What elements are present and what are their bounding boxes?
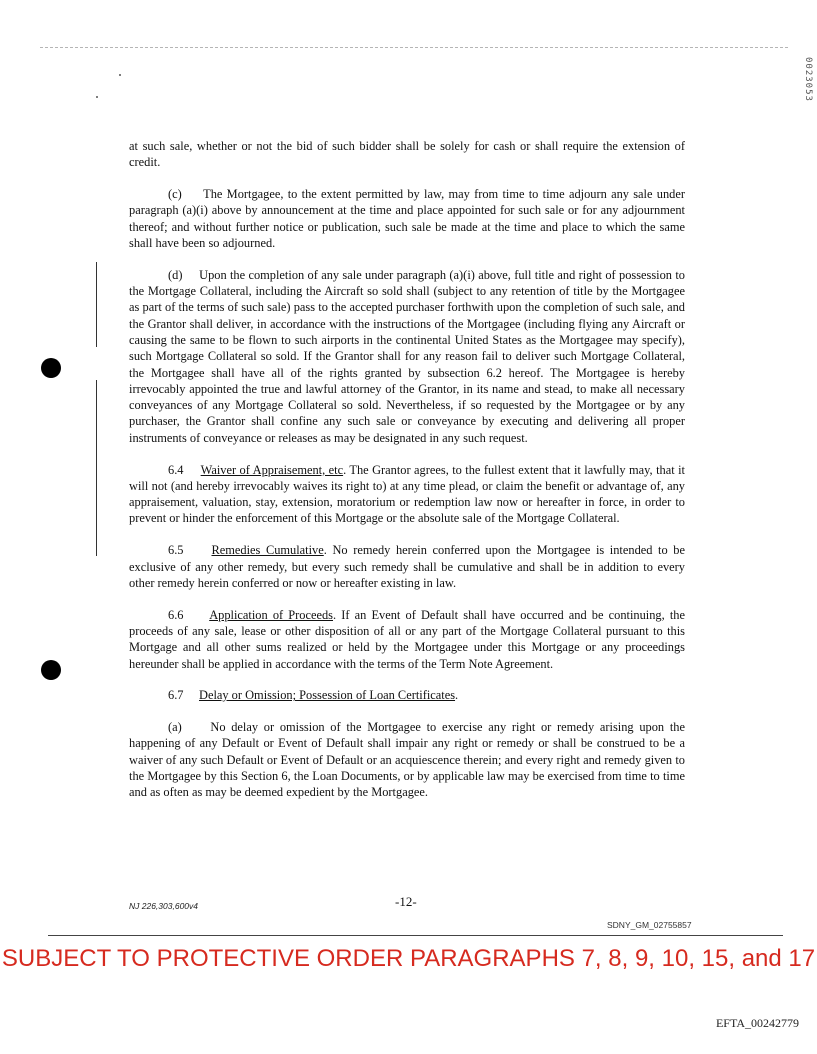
section-heading: Waiver of Appraisement, etc (200, 462, 344, 477)
paragraph-continuation: at such sale, whether or not the bid of such bidder shall be solely for cash or shall require the extension of credit. (129, 139, 685, 170)
scan-speck (96, 96, 98, 98)
section-heading: Remedies Cumulative (211, 543, 324, 558)
side-stamp: 0023053 (803, 57, 813, 102)
paragraph-d: (d) Upon the completion of any sale under paragraph (a)(i) above, full title and right of possession to the Mortgage Collateral, including the Aircraft so sold shall (subject to any retention of title by the Mortgagee as part of the terms of such sale) pass to the accepted purchaser forthwith upon the completion of such sale, and the Grantor shall deliver, in accordance with the instructions of the Mortgagee (including flying any Aircraft or causing the same to be flown to such airports in the continental United States as the Mortgagee may specify), such Mortgage Collateral so sold. If the Grantor shall for any reason fail to deliver such Mortgage Collateral, the Mortgagee shall have all of the rights granted by subsection 6.2 hereof. The Mortgagee is hereby irrevocably appointed the true and lawful attorney of the Grantor, in its name and stead, to make all necessary conveyances of any Mortgage Collateral so sold. Nevertheless, if so requested by the Mortgagee or by any purchaser, the Grantor shall confine any such sale or conveyance by executing and delivering all proper instruments of conveyance or releases as may be designated in any such request. (129, 267, 685, 445)
punch-hole (41, 660, 61, 680)
efta-number: EFTA_00242779 (715, 1016, 799, 1030)
revision-bar (96, 380, 97, 556)
revision-bar (96, 262, 97, 347)
footer-rule (48, 935, 783, 936)
paragraph-a: (a) No delay or omission of the Mortgagee to exercise any right or remedy arising upon the happening of any Default or Event of Default shall impair any right or remedy or shall be construed to be a waiver of any such Default or Event of Default or an acquiescence therein; and every right and remedy given to the Mortgagee by this Section 6, the Loan Documents, or by applicable law may be exercised from time to time and as often as may be deemed expedient by the Mortgagee. (129, 720, 685, 800)
footer-document-id: NJ 226,303,600v4 (129, 901, 198, 911)
scan-top-line (40, 47, 788, 48)
section-heading: Application of Proceeds (209, 607, 334, 622)
page-number: -12- (395, 894, 417, 909)
section-6-6: 6.6 Application of Proceeds. If an Event of Default shall have occurred and be continuing, the proceeds of any sale, lease or other disposition of all or any part of the Mortgage Collateral pursuant to this Mortgage and all other sums realized or held by the Mortgagee under this Mortgage or any proceedings hereunder shall be applied in accordance with the terms of the Term Note Agreement. (129, 607, 686, 671)
scan-speck (119, 74, 121, 76)
section-6-4: 6.4 Waiver of Appraisement, etc. The Grantor agrees, to the fullest extent that it lawfully may, that it will not (and hereby irrevocably waives its right to) at any time plead, or claim the benefit or advantage of, any appraisement, valuation, stay, extension, moratorium or redemption law now or hereafter in force, in order to prevent or hinder the enforcement of this Mortgage or the absolute sale of the Mortgage Collateral. (129, 462, 685, 526)
bates-number: SDNY_GM_02755857 (607, 920, 692, 930)
section-heading: Delay or Omission; Possession of Loan Certificates (199, 688, 456, 703)
punch-hole (41, 358, 61, 378)
paragraph-c: (c) The Mortgagee, to the extent permitted by law, may from time to time adjourn any sale under paragraph (a)(i) above by announcement at the time and place appointed for such sale or for any adjournment thereof; and without further notice or publication, such sale be made at the time and place to which the same shall have been so adjourned. (129, 187, 685, 250)
section-6-7: 6.7 Delay or Omission; Possession of Loan Certificates. (168, 688, 459, 703)
document-body (129, 138, 685, 816)
protective-order-banner: SUBJECT TO PROTECTIVE ORDER PARAGRAPHS 7, 8, 9, 10, 15, and 17 (1, 945, 816, 972)
section-6-5: 6.5 Remedies Cumulative. No remedy herein conferred upon the Mortgagee is intended to be exclusive of any other remedy, but every such remedy shall be cumulative and shall be in addition to every other remedy herein conferred or now or hereafter existing in law. (129, 543, 685, 590)
